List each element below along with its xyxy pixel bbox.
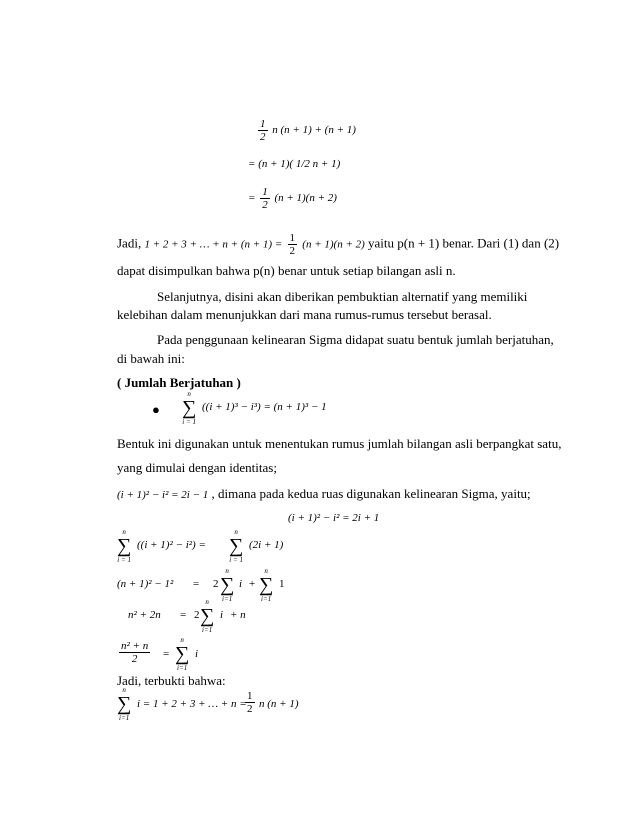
sigma-icon: ∑ [117, 535, 132, 557]
sigma-variable: i [239, 578, 243, 590]
fraction-denominator: 2 [131, 653, 138, 665]
sigma-lower: i = 1 [229, 556, 243, 564]
sigma-upper: n [234, 528, 238, 536]
sigma-lower: i = 1 [182, 418, 196, 426]
jadi-suffix: yaitu p(n + 1) benar. Dari (1) dan (2) [368, 235, 560, 251]
fraction-numerator: 1 [262, 186, 268, 198]
fraction-numerator: n² + n [121, 640, 149, 652]
fraction-numerator: 1 [289, 232, 296, 244]
sigma-icon: ∑ [117, 693, 132, 715]
fraction-denominator: 2 [289, 245, 296, 257]
sigma-lower: i=1 [202, 626, 213, 634]
sigma-upper: n [180, 636, 184, 644]
identity-expression: (i + 1)² − i² = 2i − 1 [117, 489, 209, 501]
formula-rhs: (n + 1)(n + 2) [302, 238, 365, 251]
sigma-icon: ∑ [220, 574, 235, 596]
plus-sign: + [249, 578, 256, 590]
plus-term: + n [230, 609, 246, 621]
sigma-lower: i=1 [261, 595, 272, 603]
deriv-row-1 [117, 528, 417, 566]
coefficient: 2 [213, 578, 219, 590]
fraction-denominator: 2 [260, 131, 266, 143]
fraction-half [258, 118, 268, 143]
sigma-upper: n [225, 567, 229, 575]
paragraph-4-line-1: Bentuk ini digunakan untuk menentukan rumus jumlah bilangan asli berpangkat satu, [117, 436, 562, 451]
fraction [119, 640, 150, 665]
identity-text: , dimana pada kedua ruas digunakan kelinearan Sigma, yaitu; [211, 486, 531, 501]
coefficient: 2 [194, 609, 200, 621]
deriv-lhs: n² + 2n [128, 609, 161, 621]
paragraph-4-line-2: yang dimulai dengan identitas; [117, 460, 277, 475]
sigma-icon: ∑ [182, 397, 197, 419]
sigma-lower: i=1 [177, 664, 188, 672]
paragraph-1: dapat disimpulkan bahwa p(n) benar untuk setiap bilangan asli n. [117, 263, 456, 278]
bullet-icon: ● [152, 402, 160, 417]
derivation-expr-2: (n + 1)( 1/2 n + 1) [258, 158, 341, 170]
fraction-half [260, 186, 270, 211]
sigma-icon: ∑ [175, 643, 190, 665]
fraction-denominator: 2 [262, 199, 268, 211]
sigma-upper: n [122, 528, 126, 536]
sigma-block [175, 636, 189, 672]
equals-sign: = [248, 158, 256, 170]
deriv-rhs-expr: (2i + 1) [249, 539, 284, 551]
sigma-block [200, 598, 214, 634]
sigma-block [117, 528, 131, 564]
jadi-line [117, 232, 559, 257]
fraction-half [245, 690, 255, 715]
final-rhs: n (n + 1) [259, 698, 299, 710]
sigma-upper: n [122, 686, 126, 694]
sigma-block [229, 528, 243, 564]
derivation-line-2 [248, 158, 340, 170]
identity-right: (i + 1)² − i² = 2i + 1 [288, 512, 380, 524]
sigma-variable: 1 [279, 578, 285, 590]
deriv-row-3 [128, 598, 388, 636]
sigma-upper: n [205, 598, 209, 606]
sigma-icon: ∑ [259, 574, 274, 596]
deriv-mid-expr: ((i + 1)² − i²) = [137, 539, 206, 551]
sigma-lower: i = 1 [117, 556, 131, 564]
paragraph-2-line-2: kelebihan dalam menunjukkan dari mana rumus-rumus tersebut berasal. [117, 307, 492, 322]
sigma-lower: i=1 [119, 714, 130, 722]
sigma-lower: i=1 [222, 595, 233, 603]
derivation-expr-1: n (n + 1) + (n + 1) [272, 124, 356, 137]
sigma-variable: i [220, 609, 224, 621]
jadi-prefix: Jadi, [117, 235, 142, 251]
bullet-expression: ((i + 1)³ − i³) = (n + 1)³ − 1 [202, 401, 327, 413]
sigma-variable: i [195, 648, 199, 660]
equals-sign: = [193, 578, 200, 590]
derivation-line-1 [256, 118, 356, 143]
fraction-half [288, 232, 298, 257]
fraction-numerator: 1 [260, 118, 266, 130]
fraction-numerator: 1 [247, 690, 253, 702]
derivation-expr-3: (n + 1)(n + 2) [274, 192, 337, 205]
sigma-icon: ∑ [200, 605, 215, 627]
sigma-upper: n [264, 567, 268, 575]
equals-sign: = [248, 192, 256, 205]
deriv-row-4 [117, 636, 317, 676]
paragraph-2-line-1: Selanjutnya, disini akan diberikan pembuktian alternatif yang memiliki [157, 289, 528, 304]
sigma-upper: n [187, 390, 191, 398]
identity-line [117, 487, 531, 502]
final-lhs: i = 1 + 2 + 3 + … + n = [137, 698, 247, 710]
paragraph-3-line-1: Pada penggunaan kelinearan Sigma didapat suatu bentuk jumlah berjatuhan, [157, 332, 554, 347]
sigma-block [182, 390, 196, 426]
section-heading: ( Jumlah Berjatuhan ) [117, 375, 241, 390]
equals-sign: = [163, 648, 170, 660]
derivation-line-3 [248, 186, 337, 211]
fraction-denominator: 2 [247, 703, 253, 715]
conclusion-label: Jadi, terbukti bahwa: [117, 673, 226, 688]
sigma-icon: ∑ [229, 535, 244, 557]
formula-lhs: 1 + 2 + 3 + … + n + (n + 1) = [144, 238, 283, 251]
paragraph-3-line-2: di bawah ini: [117, 351, 185, 366]
deriv-lhs: (n + 1)² − 1² [117, 578, 174, 590]
sigma-block [117, 686, 131, 722]
equals-sign: = [180, 609, 187, 621]
final-formula [117, 686, 417, 726]
